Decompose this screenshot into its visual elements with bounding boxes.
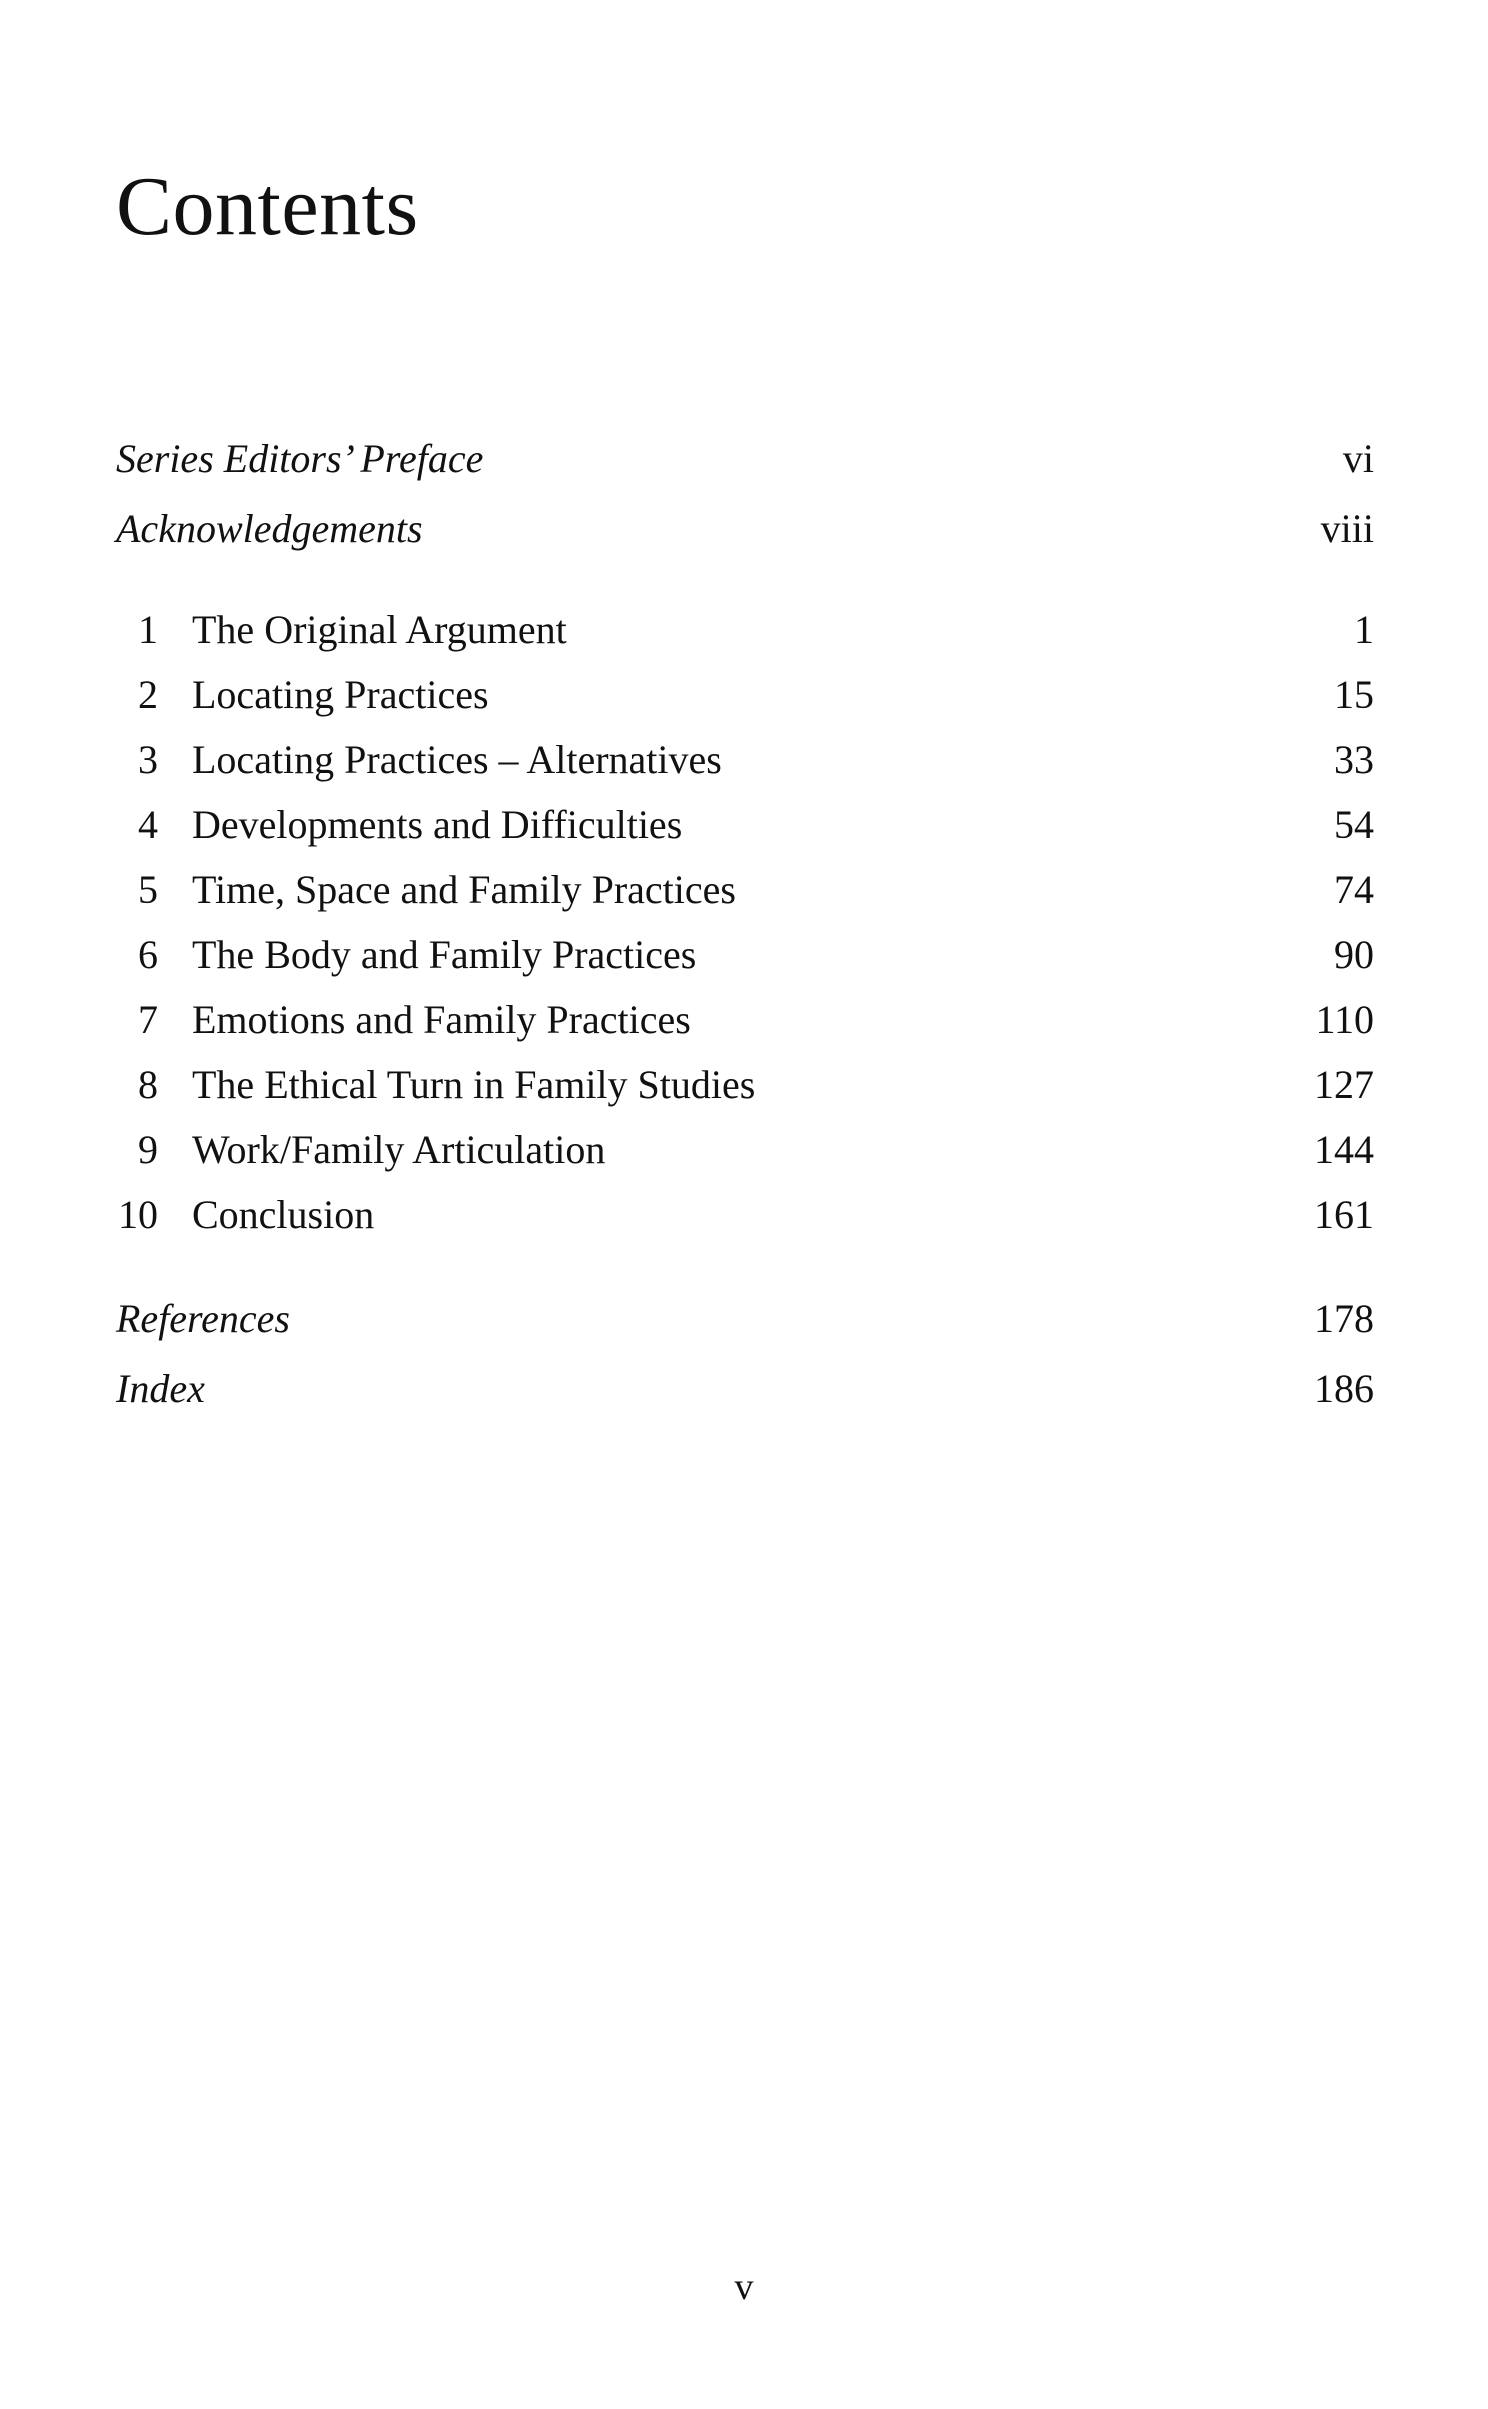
toc-entry-chapter-2	[116, 662, 1374, 727]
chapter-page: 33	[1334, 737, 1374, 782]
entry-title: Acknowledgements	[116, 506, 423, 551]
toc-entry-chapter-10	[116, 1182, 1374, 1247]
toc-entry-acknowledgements	[116, 494, 1374, 564]
toc-entry-chapter-8	[116, 1052, 1374, 1117]
chapter-number: 8	[138, 1062, 158, 1107]
chapter-number: 7	[138, 997, 158, 1042]
toc-entry-references	[116, 1284, 1374, 1354]
toc-entry-chapter-7	[116, 987, 1374, 1052]
page-title: Contents	[116, 160, 419, 253]
toc-front-matter	[116, 424, 1374, 564]
entry-page: vi	[1342, 436, 1374, 481]
page-folio: v	[734, 2266, 754, 2308]
chapter-number: 5	[138, 867, 158, 912]
chapter-title: The Body and Family Practices	[192, 932, 697, 977]
chapter-title: Locating Practices – Alternatives	[192, 737, 722, 782]
chapter-number: 4	[138, 802, 158, 847]
entry-title: Index	[116, 1366, 205, 1411]
chapter-number: 2	[138, 672, 158, 717]
chapter-number: 9	[138, 1127, 158, 1172]
toc-entry-chapter-9	[116, 1117, 1374, 1182]
entry-page: 186	[1314, 1366, 1374, 1411]
chapter-title: Conclusion	[192, 1192, 375, 1237]
chapter-page: 110	[1315, 997, 1374, 1042]
toc-entry-chapter-5	[116, 857, 1374, 922]
toc-entry-chapter-4	[116, 792, 1374, 857]
chapter-title: Work/Family Articulation	[192, 1127, 606, 1172]
chapter-number: 1	[138, 607, 158, 652]
chapter-page: 54	[1334, 802, 1374, 847]
chapter-number: 6	[138, 932, 158, 977]
entry-page: viii	[1320, 506, 1374, 551]
toc-entry-chapter-3	[116, 727, 1374, 792]
entry-title: Series Editors’ Preface	[116, 436, 484, 481]
entry-title: References	[116, 1296, 290, 1341]
chapter-page: 15	[1334, 672, 1374, 717]
toc-entry-series-editors-preface	[116, 424, 1374, 494]
chapter-title: The Original Argument	[192, 607, 567, 652]
chapter-title: Locating Practices	[192, 672, 489, 717]
toc-back-matter	[116, 1284, 1374, 1424]
chapter-page: 1	[1354, 607, 1374, 652]
chapter-page: 74	[1334, 867, 1374, 912]
chapter-title: Time, Space and Family Practices	[192, 867, 736, 912]
toc-entry-index	[116, 1354, 1374, 1424]
chapter-title: The Ethical Turn in Family Studies	[192, 1062, 756, 1107]
toc-entry-chapter-1	[116, 597, 1374, 662]
chapter-title: Emotions and Family Practices	[192, 997, 691, 1042]
toc-chapters	[116, 597, 1374, 1247]
chapter-page: 90	[1334, 932, 1374, 977]
chapter-number: 3	[138, 737, 158, 782]
entry-page: 178	[1314, 1296, 1374, 1341]
chapter-number: 10	[118, 1192, 158, 1237]
chapter-page: 161	[1314, 1192, 1374, 1237]
chapter-page: 144	[1314, 1127, 1374, 1172]
chapter-page: 127	[1314, 1062, 1374, 1107]
toc-entry-chapter-6	[116, 922, 1374, 987]
chapter-title: Developments and Difficulties	[192, 802, 683, 847]
